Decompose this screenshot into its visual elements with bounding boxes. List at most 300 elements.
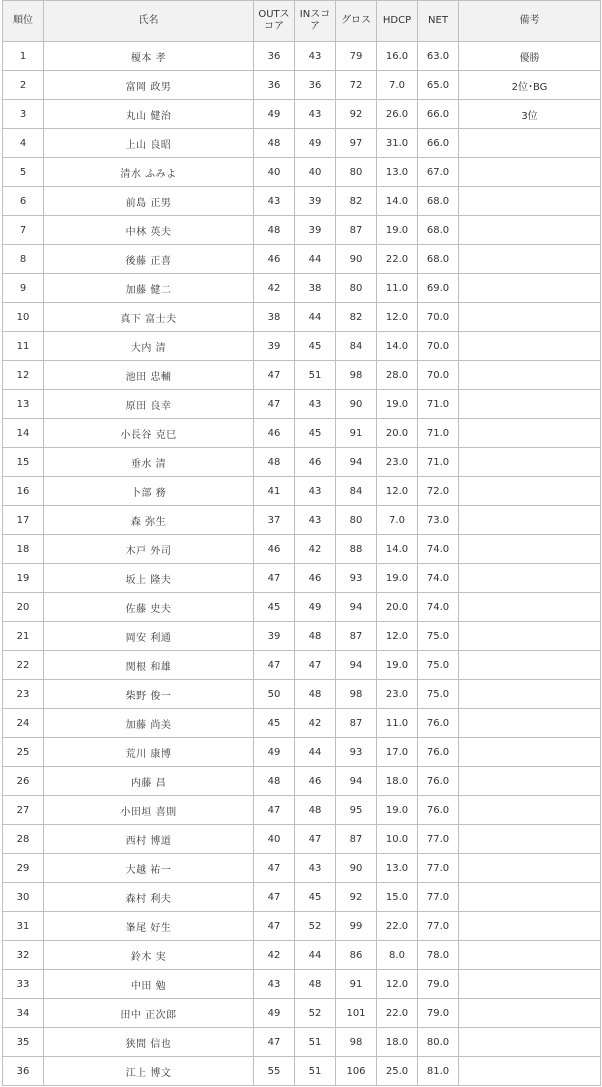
out-score-cell: 47 [254, 796, 295, 825]
player-name-cell: 富岡 政男 [44, 71, 254, 100]
in-score-cell: 52 [295, 999, 336, 1028]
player-name-cell: 大内 清 [44, 332, 254, 361]
net-score-cell: 76.0 [418, 709, 459, 738]
net-score-cell: 66.0 [418, 100, 459, 129]
player-name-cell: 岡安 利通 [44, 622, 254, 651]
gross-score-cell: 80 [336, 158, 377, 187]
hdcp-cell: 11.0 [377, 709, 418, 738]
hdcp-cell: 28.0 [377, 361, 418, 390]
table-row [3, 477, 601, 506]
out-score-cell: 47 [254, 883, 295, 912]
header-rank: 順位 [3, 1, 44, 42]
gross-score-cell: 95 [336, 796, 377, 825]
rank-cell: 24 [3, 709, 44, 738]
in-score-cell: 48 [295, 680, 336, 709]
table-row [3, 216, 601, 245]
net-score-cell: 71.0 [418, 419, 459, 448]
table-row [3, 535, 601, 564]
table-row [3, 1028, 601, 1057]
gross-score-cell: 87 [336, 825, 377, 854]
note-cell [459, 419, 601, 448]
hdcp-cell: 23.0 [377, 448, 418, 477]
hdcp-cell: 19.0 [377, 390, 418, 419]
net-score-cell: 77.0 [418, 825, 459, 854]
out-score-cell: 50 [254, 680, 295, 709]
net-score-cell: 63.0 [418, 42, 459, 71]
rank-cell: 6 [3, 187, 44, 216]
table-row [3, 332, 601, 361]
gross-score-cell: 90 [336, 854, 377, 883]
net-score-cell: 72.0 [418, 477, 459, 506]
net-score-cell: 68.0 [418, 187, 459, 216]
out-score-cell: 47 [254, 564, 295, 593]
hdcp-cell: 13.0 [377, 854, 418, 883]
gross-score-cell: 94 [336, 448, 377, 477]
rank-cell: 23 [3, 680, 44, 709]
rank-cell: 20 [3, 593, 44, 622]
table-row [3, 158, 601, 187]
hdcp-cell: 11.0 [377, 274, 418, 303]
gross-score-cell: 79 [336, 42, 377, 71]
note-cell [459, 680, 601, 709]
header-gross: グロス [336, 1, 377, 42]
player-name-cell: 森 弥生 [44, 506, 254, 535]
hdcp-cell: 19.0 [377, 564, 418, 593]
rank-cell: 32 [3, 941, 44, 970]
table-row [3, 564, 601, 593]
table-row [3, 738, 601, 767]
player-name-cell: 丸山 健治 [44, 100, 254, 129]
note-cell [459, 1057, 601, 1086]
gross-score-cell: 98 [336, 1028, 377, 1057]
hdcp-cell: 14.0 [377, 187, 418, 216]
in-score-cell: 43 [295, 477, 336, 506]
header-row [3, 1, 601, 42]
in-score-cell: 44 [295, 245, 336, 274]
in-score-cell: 49 [295, 129, 336, 158]
note-cell [459, 332, 601, 361]
note-cell [459, 825, 601, 854]
in-score-cell: 43 [295, 42, 336, 71]
gross-score-cell: 84 [336, 477, 377, 506]
note-cell [459, 941, 601, 970]
net-score-cell: 67.0 [418, 158, 459, 187]
hdcp-cell: 12.0 [377, 970, 418, 999]
table-row [3, 796, 601, 825]
in-score-cell: 43 [295, 854, 336, 883]
in-score-cell: 43 [295, 390, 336, 419]
player-name-cell: 小長谷 克巳 [44, 419, 254, 448]
gross-score-cell: 97 [336, 129, 377, 158]
rank-cell: 26 [3, 767, 44, 796]
net-score-cell: 81.0 [418, 1057, 459, 1086]
in-score-cell: 42 [295, 535, 336, 564]
player-name-cell: 西村 博道 [44, 825, 254, 854]
table-row [3, 593, 601, 622]
gross-score-cell: 90 [336, 245, 377, 274]
net-score-cell: 76.0 [418, 796, 459, 825]
net-score-cell: 70.0 [418, 303, 459, 332]
in-score-cell: 39 [295, 187, 336, 216]
table-row [3, 825, 601, 854]
out-score-cell: 55 [254, 1057, 295, 1086]
table-row [3, 883, 601, 912]
note-cell [459, 1028, 601, 1057]
player-name-cell: 狭間 信也 [44, 1028, 254, 1057]
hdcp-cell: 25.0 [377, 1057, 418, 1086]
note-cell [459, 216, 601, 245]
player-name-cell: 卜部 務 [44, 477, 254, 506]
table-row [3, 100, 601, 129]
rank-cell: 19 [3, 564, 44, 593]
hdcp-cell: 20.0 [377, 419, 418, 448]
gross-score-cell: 94 [336, 593, 377, 622]
in-score-cell: 44 [295, 303, 336, 332]
rank-cell: 31 [3, 912, 44, 941]
table-body [3, 42, 601, 1086]
note-cell [459, 912, 601, 941]
rank-cell: 29 [3, 854, 44, 883]
rank-cell: 9 [3, 274, 44, 303]
net-score-cell: 74.0 [418, 564, 459, 593]
net-score-cell: 68.0 [418, 216, 459, 245]
rank-cell: 35 [3, 1028, 44, 1057]
player-name-cell: 坂上 隆夫 [44, 564, 254, 593]
table-row [3, 941, 601, 970]
out-score-cell: 48 [254, 767, 295, 796]
note-cell [459, 245, 601, 274]
table-row [3, 854, 601, 883]
rank-cell: 18 [3, 535, 44, 564]
note-cell [459, 651, 601, 680]
hdcp-cell: 19.0 [377, 651, 418, 680]
note-cell [459, 187, 601, 216]
player-name-cell: 江上 博文 [44, 1057, 254, 1086]
note-cell [459, 274, 601, 303]
in-score-cell: 51 [295, 361, 336, 390]
hdcp-cell: 22.0 [377, 912, 418, 941]
hdcp-cell: 14.0 [377, 332, 418, 361]
note-cell [459, 361, 601, 390]
player-name-cell: 田中 正次郎 [44, 999, 254, 1028]
note-cell [459, 738, 601, 767]
out-score-cell: 46 [254, 419, 295, 448]
note-cell [459, 535, 601, 564]
table-row [3, 651, 601, 680]
in-score-cell: 47 [295, 825, 336, 854]
table-row [3, 506, 601, 535]
table-row [3, 71, 601, 100]
out-score-cell: 47 [254, 854, 295, 883]
player-name-cell: 鈴木 実 [44, 941, 254, 970]
header-in-score: INスコア [295, 1, 336, 42]
hdcp-cell: 17.0 [377, 738, 418, 767]
rank-cell: 3 [3, 100, 44, 129]
note-cell [459, 767, 601, 796]
hdcp-cell: 14.0 [377, 535, 418, 564]
hdcp-cell: 12.0 [377, 622, 418, 651]
rank-cell: 30 [3, 883, 44, 912]
rank-cell: 22 [3, 651, 44, 680]
gross-score-cell: 98 [336, 680, 377, 709]
in-score-cell: 43 [295, 506, 336, 535]
table-row [3, 129, 601, 158]
gross-score-cell: 92 [336, 883, 377, 912]
rank-cell: 4 [3, 129, 44, 158]
in-score-cell: 38 [295, 274, 336, 303]
in-score-cell: 48 [295, 796, 336, 825]
gross-score-cell: 88 [336, 535, 377, 564]
out-score-cell: 47 [254, 361, 295, 390]
rank-cell: 33 [3, 970, 44, 999]
results-table [2, 0, 601, 1086]
gross-score-cell: 98 [336, 361, 377, 390]
out-score-cell: 47 [254, 1028, 295, 1057]
out-score-cell: 48 [254, 216, 295, 245]
note-cell: 優勝 [459, 42, 601, 71]
player-name-cell: 原田 良幸 [44, 390, 254, 419]
table-row [3, 680, 601, 709]
table-row [3, 390, 601, 419]
in-score-cell: 51 [295, 1028, 336, 1057]
hdcp-cell: 18.0 [377, 767, 418, 796]
in-score-cell: 48 [295, 970, 336, 999]
hdcp-cell: 19.0 [377, 216, 418, 245]
in-score-cell: 40 [295, 158, 336, 187]
net-score-cell: 76.0 [418, 767, 459, 796]
in-score-cell: 45 [295, 332, 336, 361]
out-score-cell: 40 [254, 158, 295, 187]
player-name-cell: 内藤 昌 [44, 767, 254, 796]
gross-score-cell: 87 [336, 622, 377, 651]
in-score-cell: 45 [295, 419, 336, 448]
hdcp-cell: 10.0 [377, 825, 418, 854]
rank-cell: 15 [3, 448, 44, 477]
gross-score-cell: 82 [336, 303, 377, 332]
note-cell [459, 999, 601, 1028]
rank-cell: 21 [3, 622, 44, 651]
player-name-cell: 池田 忠輔 [44, 361, 254, 390]
table-row [3, 419, 601, 448]
note-cell [459, 970, 601, 999]
table-row [3, 999, 601, 1028]
note-cell [459, 477, 601, 506]
rank-cell: 12 [3, 361, 44, 390]
out-score-cell: 39 [254, 332, 295, 361]
net-score-cell: 69.0 [418, 274, 459, 303]
player-name-cell: 清水 ふみよ [44, 158, 254, 187]
rank-cell: 13 [3, 390, 44, 419]
rank-cell: 2 [3, 71, 44, 100]
player-name-cell: 中田 勉 [44, 970, 254, 999]
gross-score-cell: 94 [336, 651, 377, 680]
in-score-cell: 45 [295, 883, 336, 912]
out-score-cell: 39 [254, 622, 295, 651]
net-score-cell: 74.0 [418, 535, 459, 564]
table-row [3, 187, 601, 216]
out-score-cell: 43 [254, 970, 295, 999]
net-score-cell: 77.0 [418, 883, 459, 912]
net-score-cell: 75.0 [418, 680, 459, 709]
player-name-cell: 中林 英夫 [44, 216, 254, 245]
net-score-cell: 80.0 [418, 1028, 459, 1057]
player-name-cell: 真下 富士夫 [44, 303, 254, 332]
gross-score-cell: 80 [336, 274, 377, 303]
gross-score-cell: 84 [336, 332, 377, 361]
in-score-cell: 48 [295, 622, 336, 651]
table-row [3, 303, 601, 332]
player-name-cell: 木戸 外司 [44, 535, 254, 564]
rank-cell: 8 [3, 245, 44, 274]
net-score-cell: 79.0 [418, 970, 459, 999]
gross-score-cell: 93 [336, 564, 377, 593]
rank-cell: 25 [3, 738, 44, 767]
rank-cell: 1 [3, 42, 44, 71]
hdcp-cell: 19.0 [377, 796, 418, 825]
in-score-cell: 49 [295, 593, 336, 622]
in-score-cell: 39 [295, 216, 336, 245]
player-name-cell: 峯尾 好生 [44, 912, 254, 941]
out-score-cell: 46 [254, 245, 295, 274]
net-score-cell: 71.0 [418, 448, 459, 477]
note-cell [459, 129, 601, 158]
table-row [3, 912, 601, 941]
out-score-cell: 47 [254, 390, 295, 419]
rank-cell: 10 [3, 303, 44, 332]
rank-cell: 27 [3, 796, 44, 825]
table-row [3, 448, 601, 477]
table-row [3, 245, 601, 274]
note-cell: 3位 [459, 100, 601, 129]
note-cell [459, 158, 601, 187]
gross-score-cell: 101 [336, 999, 377, 1028]
table-row [3, 361, 601, 390]
player-name-cell: 小田垣 喜則 [44, 796, 254, 825]
out-score-cell: 36 [254, 71, 295, 100]
note-cell [459, 303, 601, 332]
out-score-cell: 42 [254, 941, 295, 970]
hdcp-cell: 12.0 [377, 477, 418, 506]
in-score-cell: 51 [295, 1057, 336, 1086]
gross-score-cell: 90 [336, 390, 377, 419]
player-name-cell: 柴野 俊一 [44, 680, 254, 709]
net-score-cell: 74.0 [418, 593, 459, 622]
out-score-cell: 45 [254, 593, 295, 622]
table-row [3, 622, 601, 651]
note-cell [459, 506, 601, 535]
in-score-cell: 46 [295, 448, 336, 477]
rank-cell: 14 [3, 419, 44, 448]
out-score-cell: 47 [254, 651, 295, 680]
net-score-cell: 77.0 [418, 912, 459, 941]
net-score-cell: 73.0 [418, 506, 459, 535]
hdcp-cell: 18.0 [377, 1028, 418, 1057]
hdcp-cell: 22.0 [377, 245, 418, 274]
net-score-cell: 65.0 [418, 71, 459, 100]
rank-cell: 17 [3, 506, 44, 535]
gross-score-cell: 92 [336, 100, 377, 129]
player-name-cell: 上山 良昭 [44, 129, 254, 158]
in-score-cell: 52 [295, 912, 336, 941]
out-score-cell: 41 [254, 477, 295, 506]
player-name-cell: 森村 利夫 [44, 883, 254, 912]
note-cell [459, 796, 601, 825]
header-name: 氏名 [44, 1, 254, 42]
hdcp-cell: 26.0 [377, 100, 418, 129]
gross-score-cell: 94 [336, 767, 377, 796]
hdcp-cell: 8.0 [377, 941, 418, 970]
header-note: 備考 [459, 1, 601, 42]
out-score-cell: 49 [254, 738, 295, 767]
gross-score-cell: 106 [336, 1057, 377, 1086]
hdcp-cell: 12.0 [377, 303, 418, 332]
out-score-cell: 37 [254, 506, 295, 535]
gross-score-cell: 91 [336, 970, 377, 999]
gross-score-cell: 72 [336, 71, 377, 100]
in-score-cell: 36 [295, 71, 336, 100]
hdcp-cell: 23.0 [377, 680, 418, 709]
out-score-cell: 49 [254, 100, 295, 129]
player-name-cell: 後藤 正喜 [44, 245, 254, 274]
out-score-cell: 42 [254, 274, 295, 303]
player-name-cell: 佐藤 史夫 [44, 593, 254, 622]
player-name-cell: 加藤 尚美 [44, 709, 254, 738]
in-score-cell: 43 [295, 100, 336, 129]
net-score-cell: 75.0 [418, 651, 459, 680]
net-score-cell: 66.0 [418, 129, 459, 158]
net-score-cell: 77.0 [418, 854, 459, 883]
player-name-cell: 垂水 清 [44, 448, 254, 477]
gross-score-cell: 93 [336, 738, 377, 767]
table-row [3, 970, 601, 999]
out-score-cell: 38 [254, 303, 295, 332]
header-net: NET [418, 1, 459, 42]
header-out-score: OUTスコア [254, 1, 295, 42]
in-score-cell: 46 [295, 767, 336, 796]
player-name-cell: 大越 祐一 [44, 854, 254, 883]
player-name-cell: 前島 正男 [44, 187, 254, 216]
hdcp-cell: 31.0 [377, 129, 418, 158]
out-score-cell: 40 [254, 825, 295, 854]
note-cell [459, 593, 601, 622]
net-score-cell: 78.0 [418, 941, 459, 970]
hdcp-cell: 22.0 [377, 999, 418, 1028]
rank-cell: 36 [3, 1057, 44, 1086]
rank-cell: 7 [3, 216, 44, 245]
note-cell [459, 709, 601, 738]
player-name-cell: 榎本 孝 [44, 42, 254, 71]
rank-cell: 5 [3, 158, 44, 187]
out-score-cell: 36 [254, 42, 295, 71]
net-score-cell: 76.0 [418, 738, 459, 767]
out-score-cell: 46 [254, 535, 295, 564]
note-cell [459, 390, 601, 419]
in-score-cell: 44 [295, 738, 336, 767]
header-hdcp: HDCP [377, 1, 418, 42]
table-row [3, 767, 601, 796]
rank-cell: 28 [3, 825, 44, 854]
in-score-cell: 42 [295, 709, 336, 738]
note-cell: 2位･BG [459, 71, 601, 100]
hdcp-cell: 7.0 [377, 506, 418, 535]
gross-score-cell: 87 [336, 216, 377, 245]
net-score-cell: 70.0 [418, 361, 459, 390]
table-row [3, 709, 601, 738]
in-score-cell: 47 [295, 651, 336, 680]
out-score-cell: 49 [254, 999, 295, 1028]
out-score-cell: 47 [254, 912, 295, 941]
player-name-cell: 関根 和雄 [44, 651, 254, 680]
